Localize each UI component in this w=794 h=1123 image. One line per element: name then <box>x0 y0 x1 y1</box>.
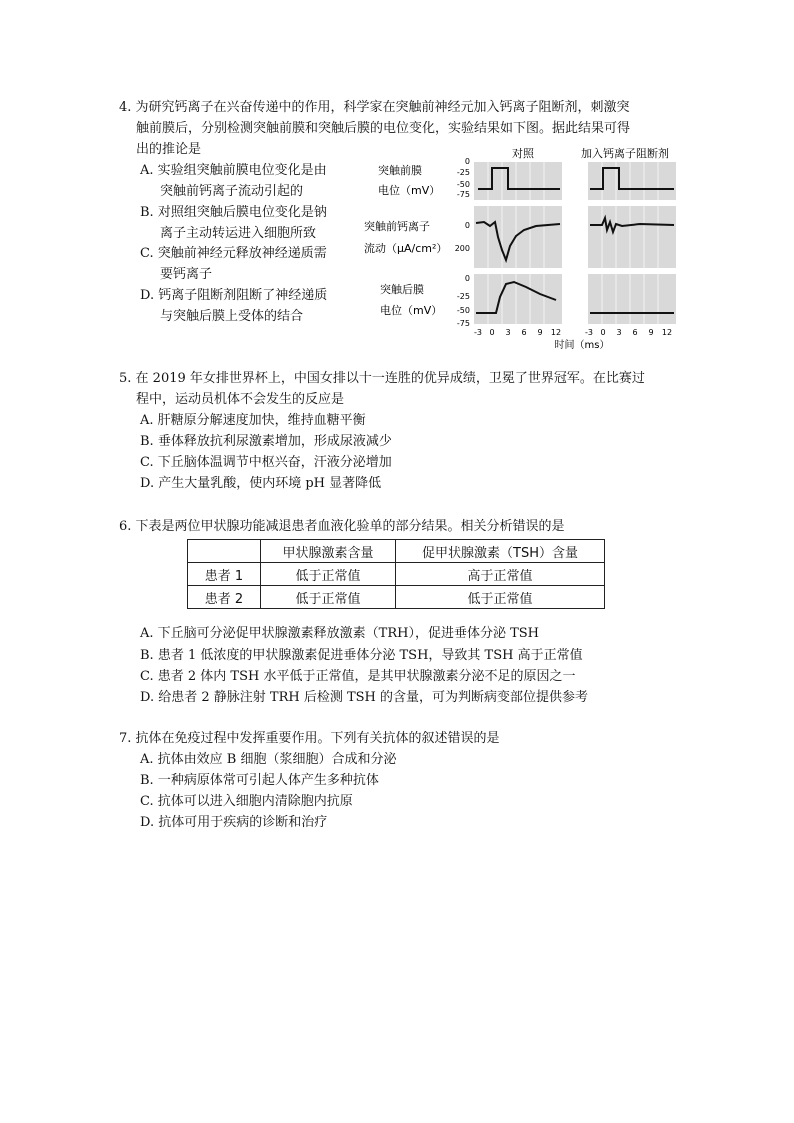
q4-option-d-line2: 与突触后膜上受体的结合 <box>160 309 304 324</box>
q4-option-b[interactable] <box>140 202 327 244</box>
row3-tick-2: -50 <box>456 306 470 315</box>
x-tick-blocker-5: 12 <box>661 328 673 337</box>
q4-option-d-line1: D. 钙离子阻断剂阻断了神经递质 <box>140 288 328 303</box>
table-row <box>188 563 605 586</box>
q4-option-a-line2: 突触前钙离子流动引起的 <box>160 184 304 199</box>
q6-option-b[interactable]: B. 患者 1 低浓度的甲状腺激素促进垂体分泌 TSH，导致其 TSH 高于正常值 <box>140 648 583 663</box>
table-cell: 患者 2 <box>188 586 261 609</box>
row3-tick-3: -75 <box>456 319 470 328</box>
row1-tick-0: 0 <box>464 157 470 166</box>
row1-tick-3: -75 <box>456 190 470 199</box>
col-control-label: 对照 <box>512 147 534 160</box>
x-tick-blocker-0: -3 <box>585 328 593 337</box>
row3-label-line1: 突触后膜 <box>380 283 424 296</box>
table-row <box>188 586 605 609</box>
panel-control-calcium <box>474 206 562 268</box>
q6-option-c[interactable]: C. 患者 2 体内 TSH 水平低于正常值，是其甲状腺激素分泌不足的原因之一 <box>140 669 576 684</box>
table-header-row <box>188 540 605 563</box>
q4-option-c-line1: C. 突触前神经元释放神经递质需 <box>140 246 327 261</box>
table-header-cell-0 <box>188 540 261 563</box>
x-tick-control-2: 3 <box>505 328 511 337</box>
x-tick-control-1: 0 <box>489 328 495 337</box>
x-tick-blocker-3: 6 <box>632 328 638 337</box>
q6-stem: 6. 下表是两位甲状腺功能减退患者血液化验单的部分结果。相关分析错误的是 <box>119 519 565 534</box>
row2-label-line1: 突触前钙离子 <box>364 220 430 233</box>
q5-stem-line1: 5. 在 2019 年女排世界杯上，中国女排以十一连胜的优异成绩，卫冕了世界冠军。在比赛过 <box>119 371 645 386</box>
q6-option-a[interactable]: A. 下丘脑可分泌促甲状腺激素释放激素（TRH），促进垂体分泌 TSH <box>140 626 539 641</box>
table-cell: 低于正常值 <box>396 586 605 609</box>
q4-stem-line3: 出的推论是 <box>136 142 202 157</box>
table-cell: 低于正常值 <box>261 586 396 609</box>
q4-stem-line2: 触前膜后，分别检测突触前膜和突触后膜的电位变化，实验结果如下图。据此结果可得 <box>136 121 631 136</box>
panel-control-presynaptic <box>474 162 562 200</box>
table-cell: 患者 1 <box>188 563 261 586</box>
panel-control-postsynaptic <box>474 274 562 324</box>
q5-option-b[interactable]: B. 垂体释放抗利尿激素增加，形成尿液减少 <box>140 434 392 449</box>
row3-tick-0: 0 <box>464 274 470 283</box>
q4-option-d[interactable] <box>140 285 327 327</box>
q7-stem: 7. 抗体在免疫过程中发挥重要作用。下列有关抗体的叙述错误的是 <box>119 731 500 746</box>
row2-tick-0: 0 <box>464 221 470 230</box>
q7-option-b[interactable]: B. 一种病原体常可引起人体产生多种抗体 <box>140 773 379 788</box>
table-cell: 低于正常值 <box>261 563 396 586</box>
panel-blocker-presynaptic <box>588 162 676 200</box>
row1-tick-1: -25 <box>456 168 470 177</box>
q4-figure <box>360 142 680 352</box>
q4-option-c[interactable] <box>140 243 327 285</box>
col-blocker-label: 加入钙离子阻断剂 <box>581 147 669 160</box>
q7-option-d[interactable]: D. 抗体可用于疾病的诊断和治疗 <box>140 815 328 830</box>
x-axis-label: 时间（ms） <box>554 340 610 351</box>
x-tick-blocker-1: 0 <box>600 328 606 337</box>
table-header-cell-2: 促甲状腺激素（TSH）含量 <box>396 540 605 563</box>
x-tick-control-4: 9 <box>537 328 543 337</box>
x-tick-blocker-2: 3 <box>616 328 622 337</box>
row1-label-line1: 突触前膜 <box>378 164 422 177</box>
row1-label-line2: 电位（mV） <box>378 184 441 197</box>
q5-option-a[interactable]: A. 肝糖原分解速度加快，维持血糖平衡 <box>140 413 366 428</box>
x-tick-control-5: 12 <box>550 328 562 337</box>
q4-option-b-line2: 离子主动转运进入细胞所致 <box>160 226 317 241</box>
q7-option-c[interactable]: C. 抗体可以进入细胞内清除胞内抗原 <box>140 794 353 809</box>
q7-option-a[interactable]: A. 抗体由效应 B 细胞（浆细胞）合成和分泌 <box>140 752 397 767</box>
row3-label-line2: 电位（mV） <box>380 304 443 317</box>
row2-tick-1: 200 <box>454 244 470 253</box>
q6-option-d[interactable]: D. 给患者 2 静脉注射 TRH 后检测 TSH 的含量，可为判断病变部位提供参考 <box>140 690 588 705</box>
q4-option-a-line1: A. 实验组突触前膜电位变化是由 <box>140 163 327 178</box>
row1-tick-2: -50 <box>456 180 470 189</box>
q4-option-a[interactable] <box>140 160 327 202</box>
q4-option-b-line1: B. 对照组突触后膜电位变化是钠 <box>140 205 327 220</box>
q4-stem-line1: 4. 为研究钙离子在兴奋传递中的作用，科学家在突触前神经元加入钙离子阻断剂，刺激突 <box>119 100 630 115</box>
panel-blocker-postsynaptic <box>588 274 676 324</box>
panel-blocker-calcium <box>588 206 676 268</box>
table-cell: 高于正常值 <box>396 563 605 586</box>
q4-option-c-line2: 要钙离子 <box>160 267 213 282</box>
row2-label-line2: 流动（μA/cm²） <box>364 242 448 255</box>
table-header-cell-1: 甲状腺激素含量 <box>261 540 396 563</box>
x-tick-control-0: -3 <box>474 328 482 337</box>
q5-option-d[interactable]: D. 产生大量乳酸，使内环境 pH 显著降低 <box>140 476 382 491</box>
x-tick-blocker-4: 9 <box>648 328 654 337</box>
x-tick-control-3: 6 <box>521 328 527 337</box>
q5-option-c[interactable]: C. 下丘脑体温调节中枢兴奋，汗液分泌增加 <box>140 455 392 470</box>
row3-tick-1: -25 <box>456 292 470 301</box>
q5-stem-line2: 程中，运动员机体不会发生的反应是 <box>136 392 345 407</box>
q6-results-table <box>187 539 605 609</box>
